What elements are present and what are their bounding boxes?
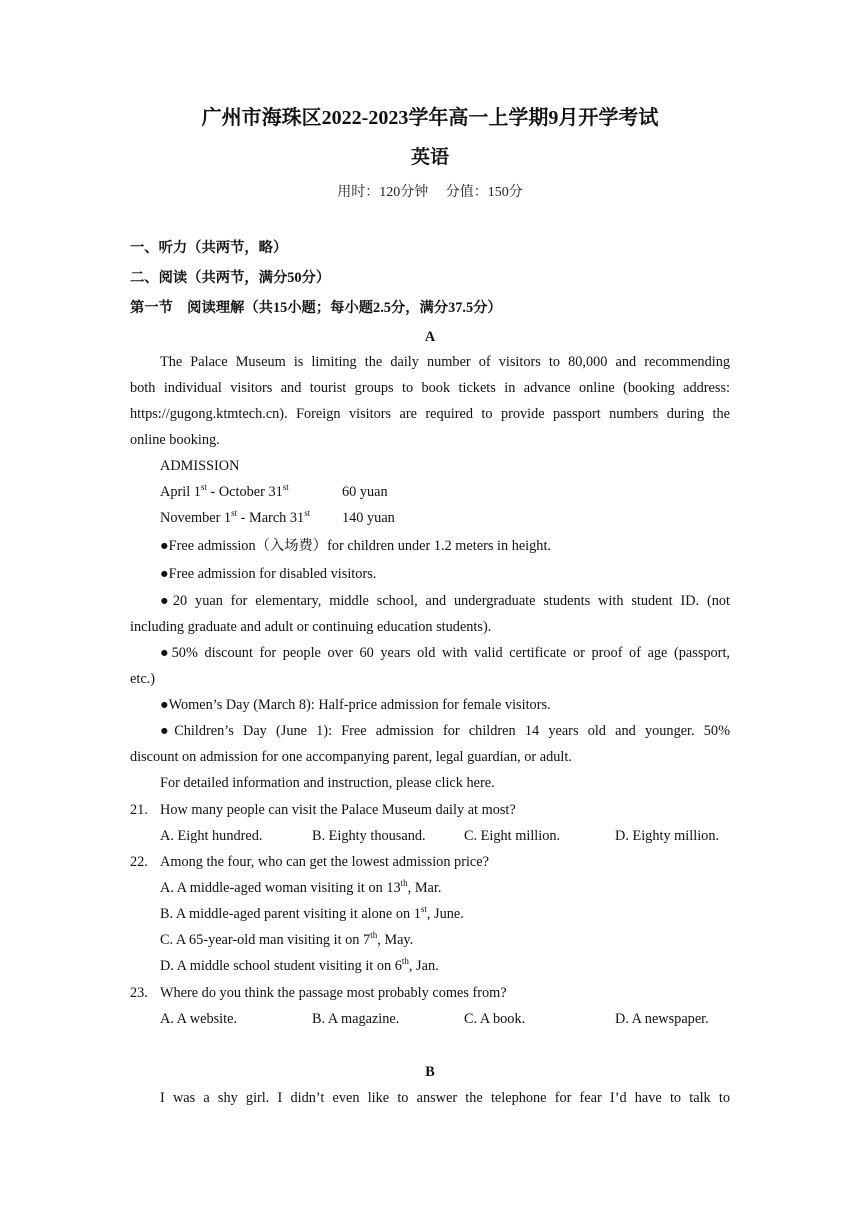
option-c: C. Eight million.: [464, 828, 561, 844]
option-d: D. A middle school student visiting it on 6th, Jan.: [160, 956, 439, 974]
question-number: 22.: [130, 854, 148, 870]
section-listening: 一、听力（共两节，略）: [130, 240, 288, 256]
admission-price: 60 yuan: [342, 484, 388, 500]
question-stem: Where do you think the passage most probably comes from?: [160, 985, 507, 1001]
bullet-students: ●20 yuan for elementary, middle school, and undergraduate students with student ID. (not: [160, 593, 730, 609]
admission-price: 140 yuan: [342, 510, 395, 526]
detail-link-text: For detailed information and instruction, please click here.: [160, 775, 495, 791]
question-stem: Among the four, who can get the lowest admission price?: [160, 854, 489, 870]
bullet-seniors: ●50% discount for people over 60 years old with valid certificate or proof of age (passport,: [160, 645, 730, 661]
passage-a-line: online booking.: [130, 432, 220, 448]
bullet-students-cont: including graduate and adult or continuing education students).: [130, 619, 492, 635]
option-c: C. A book.: [464, 1011, 526, 1027]
option-b: B. Eighty thousand.: [312, 828, 426, 844]
option-a: A. A website.: [160, 1011, 238, 1027]
admission-row: [160, 505, 730, 531]
admission-period: November 1st - March 31st: [160, 508, 311, 526]
passage-b-label: B: [425, 1064, 435, 1080]
bullet-childrens-day: ●Children’s Day (June 1): Free admission for children 14 years old and younger. 50%: [160, 723, 730, 739]
option-b: B. A magazine.: [312, 1011, 400, 1027]
question-stem: How many people can visit the Palace Museum daily at most?: [160, 802, 516, 818]
option-a: A. A middle-aged woman visiting it on 13th, Mar.: [160, 878, 442, 896]
bullet-disabled: ●Free admission for disabled visitors.: [160, 566, 377, 582]
option-d: D. A newspaper.: [615, 1011, 709, 1027]
bullet-seniors-cont: etc.): [130, 671, 155, 687]
passage-a-line: The Palace Museum is limiting the daily number of visitors to 80,000 and recommending: [160, 354, 730, 370]
question-number: 21.: [130, 802, 148, 818]
bullet-childrens-day-cont: discount on admission for one accompanying parent, legal guardian, or adult.: [130, 749, 572, 765]
passage-a-line: both individual visitors and tourist groups to book tickets in advance online (booking address:: [130, 380, 730, 396]
section-part1: 第一节 阅读理解（共15小题；每小题2.5分，满分37.5分）: [130, 300, 502, 316]
option-d: D. Eighty million.: [615, 828, 720, 844]
exam-subject: 英语: [410, 147, 449, 168]
exam-title: 广州市海珠区2022-2023学年高一上学期9月开学考试: [201, 107, 659, 129]
option-c: C. A 65-year-old man visiting it on 7th, May.: [160, 930, 414, 948]
option-a: A. Eight hundred.: [160, 828, 263, 844]
admission-period: April 1st - October 31st: [160, 482, 289, 500]
bullet-children-height: ●Free admission（入场费）for children under 1.2 meters in height.: [160, 538, 551, 554]
admission-heading: ADMISSION: [160, 458, 240, 474]
passage-a-label: A: [424, 329, 436, 345]
bullet-womens-day: ●Women’s Day (March 8): Half-price admission for female visitors.: [160, 697, 551, 713]
passage-a-line: https://gugong.ktmtech.cn). Foreign visitors are required to provide passport numbers during the: [130, 406, 730, 422]
question-number: 23.: [130, 985, 148, 1001]
admission-row: [160, 479, 730, 505]
passage-b-line: I was a shy girl. I didn’t even like to answer the telephone for fear I’d have to talk to: [160, 1090, 730, 1106]
exam-meta: 用时：120分钟 分值：150分: [337, 185, 523, 200]
option-b: B. A middle-aged parent visiting it alone on 1st, June.: [160, 904, 464, 922]
section-reading: 二、阅读（共两节，满分50分）: [130, 270, 331, 286]
